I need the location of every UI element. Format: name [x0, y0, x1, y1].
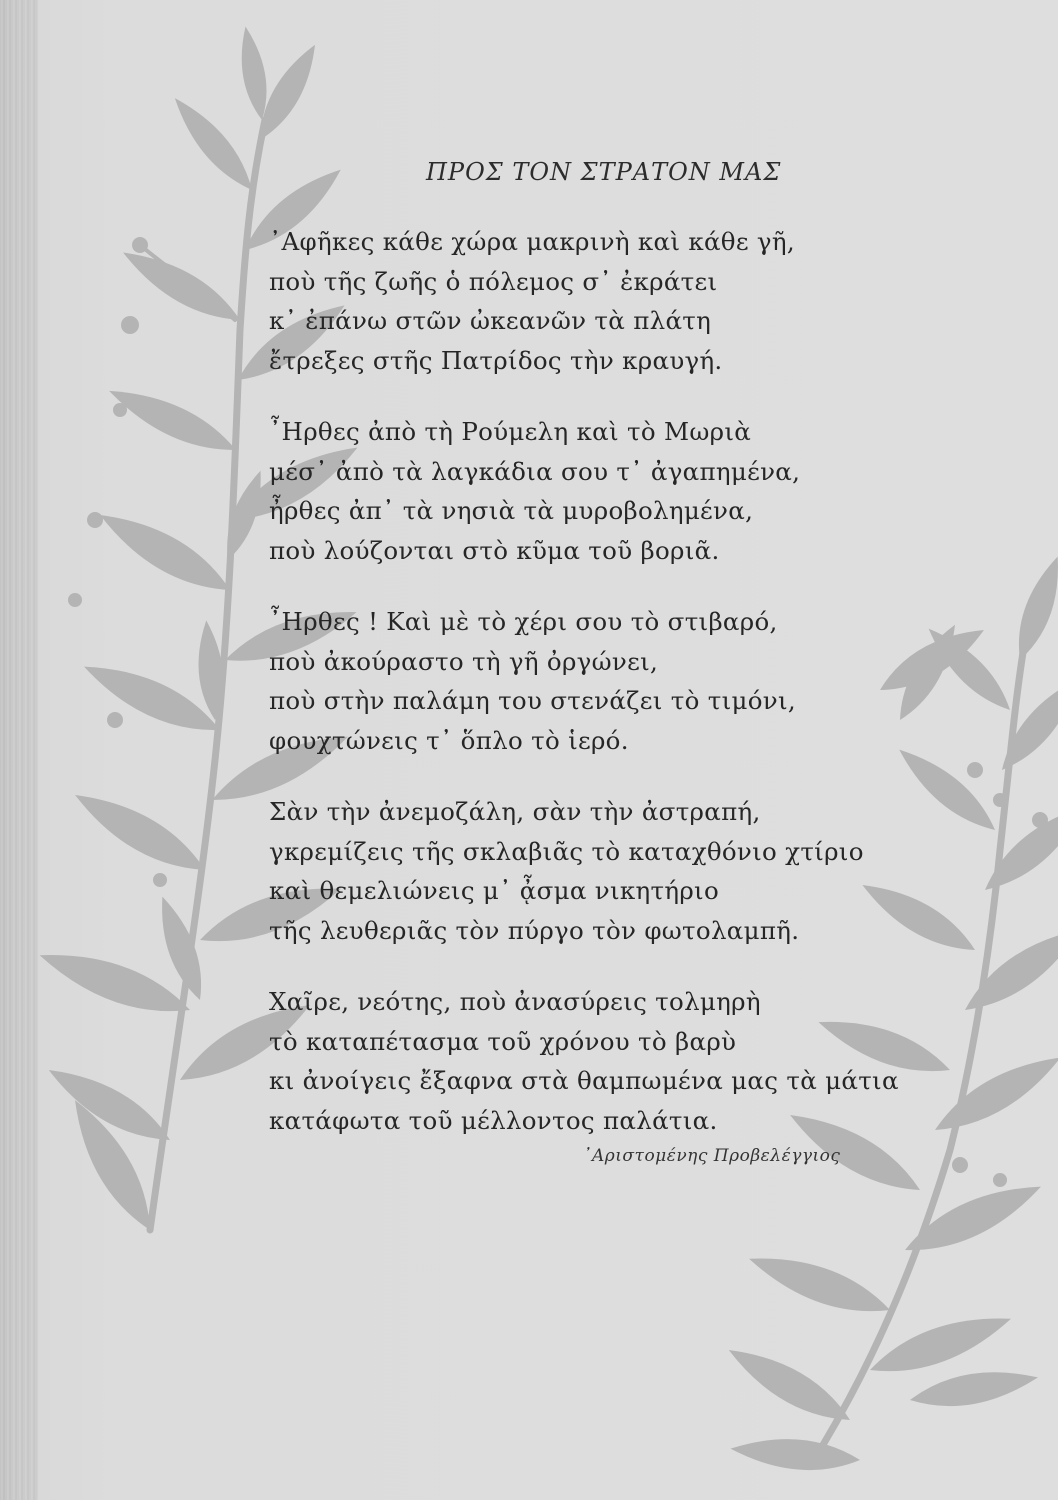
laurel-leaf: [898, 1171, 1048, 1265]
poem-title: ΠΡΟΣ ΤΟΝ ΣΤΡΑΤΟΝ ΜΑΣ: [426, 158, 782, 186]
laurel-berry: [113, 403, 127, 417]
poem-line: τῆς λευθεριᾶς τὸν πύργο τὸν φωτολαμπῆ.: [269, 915, 800, 945]
poem-line: ἔτρεξες στῆς Πατρίδος τὴν κραυγή.: [269, 345, 723, 375]
poem-line: ῏Ηρθες ἀπὸ τὴ Ρούμελη καὶ τὸ Μωριὰ: [269, 417, 752, 446]
laurel-berry: [132, 237, 148, 253]
laurel-leaf: [1008, 552, 1058, 664]
stanza-5: [269, 982, 989, 1140]
poem-line: ῏Ηρθες ! Καὶ μὲ τὸ χέρι σου τὸ στιβαρό,: [269, 607, 778, 636]
poem-line: Σὰν τὴν ἀνεμοζάλη, σὰν τὴν ἀστραπή,: [269, 797, 761, 826]
stanza-4: [269, 792, 989, 950]
poem-line: κατάφωτα τοῦ μέλλοντος παλάτια.: [269, 1105, 718, 1135]
poem-line: ποὺ στὴν παλάμη του στενάζει τὸ τιμόνι,: [269, 686, 796, 715]
poem-line: τὸ καταπέτασμα τοῦ χρόνου τὸ βαρὺ: [269, 1026, 737, 1056]
laurel-leaf: [92, 500, 239, 604]
laurel-berry: [1032, 812, 1048, 828]
poem-line: γκρεμίζεις τῆς σκλαβιᾶς τὸ καταχθόνιο χτίριο: [269, 836, 864, 866]
poem-author: ᾿Αριστομένης Προβελέγγιος: [583, 1146, 841, 1166]
stanza-1: [269, 222, 989, 380]
laurel-berry: [87, 512, 103, 528]
laurel-leaf: [729, 1434, 861, 1475]
poem-line: καὶ θεμελιώνεις μ᾿ ᾆσμα νικητήριο: [269, 876, 719, 905]
poem-line: Χαῖρε, νεότης, ποὺ ἀνασύρεις τολμηρὴ: [269, 987, 761, 1016]
laurel-leaf: [103, 377, 243, 463]
laurel-berry: [107, 712, 123, 728]
stanza-2: [269, 412, 989, 570]
stanza-3: [269, 602, 989, 760]
poem-line: ποὺ λούζονται στὸ κῦμα τοῦ βοριᾶ.: [269, 535, 720, 565]
laurel-berry: [121, 316, 139, 334]
laurel-berry: [993, 793, 1007, 807]
poem-line: ἦρθες ἀπ᾿ τὰ νησιὰ τὰ μυροβολημένα,: [269, 496, 754, 525]
laurel-berry: [68, 593, 82, 607]
laurel-berry: [153, 873, 167, 887]
poem-line: φουχτώνεις τ᾿ ὅπλο τὸ ἱερό.: [269, 725, 629, 755]
laurel-berry: [993, 1173, 1007, 1187]
laurel-leaf: [907, 1363, 1040, 1415]
laurel-leaf: [67, 780, 214, 884]
poem-line: ποὺ τῆς ζωῆς ὁ πόλεμος σ᾿ ἐκράτει: [269, 266, 718, 296]
poem-body: [269, 222, 989, 1172]
laurel-leaf: [743, 1243, 896, 1326]
laurel-leaf: [991, 669, 1058, 779]
poem-line: ποὺ ἀκούραστο τὴ γῆ ὀργώνει,: [269, 646, 659, 676]
laurel-leaf: [218, 467, 271, 564]
poem-line: ᾿Αφῆκες κάθε χώρα μακρινὴ καὶ κάθε γῆ,: [269, 227, 795, 256]
poem-line: κι ἀνοίγεις ἔξαφνα στὰ θαμπωμένα μας τὰ μάτια: [269, 1066, 899, 1095]
poem-line: μέσ᾿ ἀπὸ τὰ λαγκάδια σου τ᾿ ἀγαπημένα,: [269, 456, 801, 486]
poem-line: κ᾿ ἐπάνω στῶν ὠκεανῶν τὰ πλάτη: [269, 306, 712, 335]
